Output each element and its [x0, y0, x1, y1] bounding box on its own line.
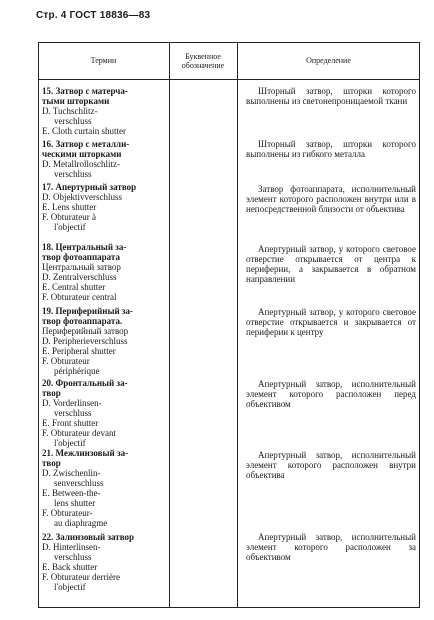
- term-french-cont: l'objectif: [54, 438, 86, 448]
- term-title: 18. Центральный за-: [42, 242, 127, 252]
- term-title-cont: ческими шторками: [42, 149, 122, 159]
- column-header-symbol: Буквенное обозначение: [181, 52, 225, 70]
- term-title: 22. Залинзовый затвор: [42, 532, 135, 542]
- term-title: 21. Межлинзовый за-: [42, 448, 129, 458]
- definition-22: Апертурный затвор, исполнительный элемент которого расположен за объективом: [246, 532, 416, 562]
- term-title-cont: твор: [42, 458, 61, 468]
- term-german: D. Hinterlinsen-: [42, 542, 101, 552]
- definition-16: Шторный затвор, шторки которого выполнены из гибкого металла: [246, 139, 416, 159]
- term-german: D. Metallrolloschlitz-: [42, 159, 120, 169]
- term-english: E. Lens shutter: [42, 202, 97, 212]
- term-german: D. Peripherieverschluss: [42, 336, 128, 346]
- term-entry-20: [42, 378, 168, 448]
- term-title: 15. Затвор с матерча-: [42, 86, 128, 96]
- column-header-definition: Определение: [306, 56, 351, 65]
- term-french-cont: périphérique: [54, 366, 100, 376]
- term-title-cont: тыми шторками: [42, 96, 110, 106]
- definition-21: Апертурный затвор, исполнительный элемент которого расположен внутри объектива: [246, 450, 416, 480]
- term-french: F. Obturateur-: [42, 508, 93, 518]
- term-french: F. Obturateur derrière: [42, 572, 120, 582]
- term-english: E. Peripheral shutter: [42, 346, 116, 356]
- term-french-cont: au diaphragme: [54, 518, 108, 528]
- term-english: E. Cloth curtain shutter: [42, 126, 126, 136]
- term-french-cont: l'objectif: [54, 222, 86, 232]
- table-right-border: [419, 42, 420, 608]
- term-french: F. Obturateur: [42, 356, 90, 366]
- term-title-cont: твор фотоаппарата.: [42, 316, 123, 326]
- term-german-cont: senverschluss: [54, 478, 104, 488]
- term-entry-17: [42, 182, 168, 232]
- term-german: D. Zentralverschluss: [42, 272, 117, 282]
- term-entry-16: [42, 139, 168, 179]
- term-title-cont: твор: [42, 388, 61, 398]
- term-title-cont: твор фотоаппарата: [42, 252, 120, 262]
- term-title: 16. Затвор с металли-: [42, 139, 130, 149]
- term-german-cont: verschluss: [54, 552, 92, 562]
- term-entry-22: [42, 532, 168, 592]
- term-german: D. Objektivverschluss: [42, 192, 122, 202]
- term-english: E. Between-the-: [42, 488, 101, 498]
- term-german: D. Tuchschlitz-: [42, 106, 98, 116]
- column-header-term: Термин: [90, 56, 117, 65]
- term-title: 20. Фронтальный за-: [42, 378, 128, 388]
- term-english: E. Back shutter: [42, 562, 98, 572]
- definition-18: Апертурный затвор, у которого световое отверстие открывается от центра к периферии, а закрывается в обратном направлении: [246, 244, 416, 284]
- term-english-cont: lens shutter: [54, 498, 96, 508]
- term-german-cont: verschluss: [54, 169, 92, 179]
- table-top-rule: [38, 42, 420, 43]
- term-entry-15: [42, 86, 168, 136]
- term-german-cont: verschluss: [54, 408, 92, 418]
- term-title: 19. Периферийный за-: [42, 306, 134, 316]
- terms-table: [38, 42, 420, 608]
- term-synonym: Периферийный затвор: [42, 326, 129, 336]
- definition-19: Апертурный затвор, у которого световое отверстие открывается и закрывается от периферии к центру: [246, 307, 416, 337]
- definition-20: Апертурный затвор, исполнительный элемент которого расположен перед объективом: [246, 379, 416, 409]
- term-title: 17. Апертурный затвор: [42, 182, 137, 192]
- header-bottom-rule: [38, 79, 420, 80]
- term-german: D. Zwischenlin-: [42, 468, 101, 478]
- term-french: F. Obturateur central: [42, 292, 117, 302]
- term-french: F. Obturateur à: [42, 212, 97, 222]
- table-bottom-rule: [38, 607, 420, 608]
- term-french: F. Obturateur devant: [42, 428, 117, 438]
- column-divider-2: [237, 42, 238, 608]
- term-english: E. Front shutter: [42, 418, 99, 428]
- term-english: E. Central shutter: [42, 282, 106, 292]
- term-entry-18: [42, 242, 168, 302]
- term-entry-19: [42, 306, 168, 376]
- definition-17: Затвор фотоаппарата, исполнительный элемент которого расположен внутри или в непосредственной близости от объектива: [246, 184, 416, 214]
- term-entry-21: [42, 448, 168, 528]
- term-german: D. Vorderlinsen-: [42, 398, 102, 408]
- term-synonym: Центральный затвор: [42, 262, 121, 272]
- column-divider-1: [169, 42, 170, 608]
- page-header: Стр. 4 ГОСТ 18836—83: [36, 10, 151, 21]
- table-left-border: [38, 42, 39, 608]
- term-french-cont: l'objectif: [54, 582, 86, 592]
- term-german-cont: verschluss: [54, 116, 92, 126]
- definition-15: Шторный затвор, шторки которого выполнены из светонепроницаемой ткани: [246, 86, 416, 106]
